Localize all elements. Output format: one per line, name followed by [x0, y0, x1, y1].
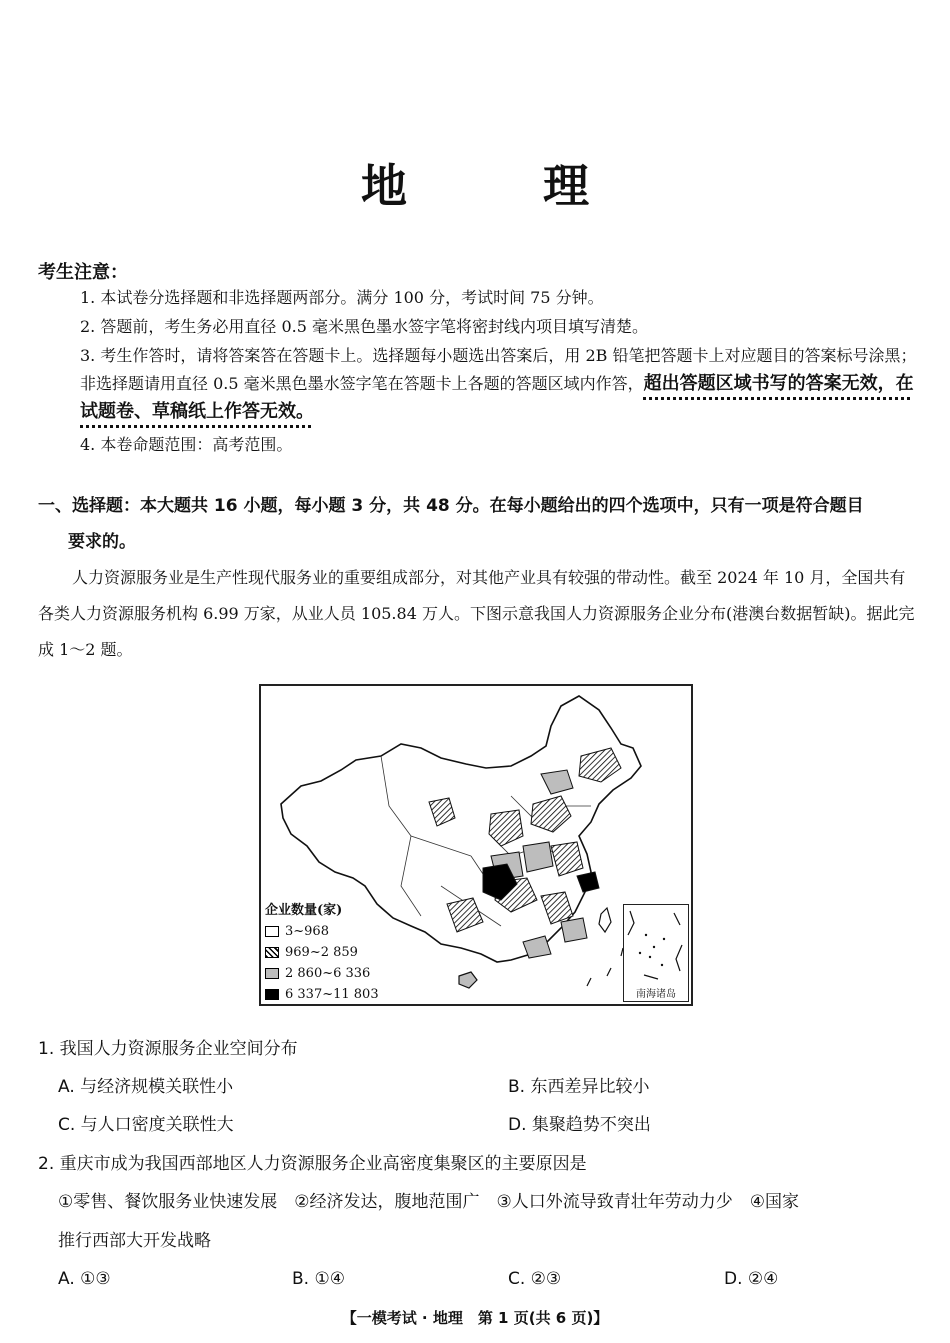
question-2-option-b: B. ①④ [292, 1269, 345, 1289]
legend-label-2: 969~2 859 [285, 945, 358, 960]
notice-item-1: 1. 本试卷分选择题和非选择题两部分。满分 100 分，考试时间 75 分钟。 [80, 288, 604, 307]
notice-item-4: 4. 本卷命题范围：高考范围。 [80, 435, 293, 454]
legend-label-4: 6 337~11 803 [285, 987, 379, 1002]
question-2-option-a: A. ①③ [58, 1269, 111, 1289]
page-footer: 【一模考试 · 地理 第 1 页(共 6 页)】 [341, 1309, 609, 1327]
question-1-option-c: C. 与人口密度关联性大 [58, 1115, 234, 1135]
legend-swatch-white [265, 926, 279, 937]
question-2-stem-line3: 推行西部大开发战略 [58, 1231, 211, 1251]
inset-islands [624, 905, 687, 985]
notice-item-3-emphasis: 超出答题区域书写的答案无效，在试题卷、草稿纸上作答无效。 [80, 373, 914, 422]
legend-swatch-hatched [265, 947, 279, 958]
question-1-option-b: B. 东西差异比较小 [508, 1077, 650, 1097]
question-2-option-d: D. ②④ [724, 1269, 779, 1289]
question-1-stem: 1. 我国人力资源服务企业空间分布 [38, 1039, 298, 1059]
section-heading-line2: 要求的。 [68, 532, 136, 552]
intro-paragraph: 人力资源服务业是生产性现代服务业的重要组成部分，对其他产业具有较强的带动性。截至 2024 年 10 月，全国共有各类人力资源服务机构 6.99 万家，从业人员 105.84 万人。下图示意我国人力资源服务企业分布(港澳台数据暂缺)。据此完成 1～2 题。 [38, 568, 915, 659]
question-2-stem: 2. 重庆市成为我国西部地区人力资源服务企业高密度集聚区的主要原因是 [38, 1154, 587, 1174]
notice-item-3-text: 3. 考生作答时，请将答案答在答题卡上。选择题每小题选出答案后，用 2B 铅笔把答题卡上对应题目的答案标号涂黑；非选择题请用直径 0.5 毫米黑色墨水签字笔在答题卡上各题的答题区域内作答， [80, 346, 917, 393]
notice-item-2: 2. 答题前，考生务必用直径 0.5 毫米黑色墨水签字笔将密封线内项目填写清楚。 [80, 317, 648, 336]
section-heading [38, 488, 918, 560]
question-1-option-d: D. 集聚趋势不突出 [508, 1115, 651, 1135]
page-title: 地 理 [360, 159, 649, 213]
legend-row-2 [265, 942, 379, 963]
legend-row-1 [265, 921, 379, 942]
legend-title: 企业数量(家) [265, 903, 343, 918]
legend-row-4 [265, 984, 379, 1005]
legend-swatch-gray [265, 968, 279, 979]
legend-swatch-black [265, 989, 279, 1000]
question-1-option-a: A. 与经济规模关联性小 [58, 1077, 234, 1097]
map-legend [265, 900, 379, 1005]
notice-heading: 考生注意： [38, 262, 128, 283]
legend-label-3: 2 860~6 336 [285, 966, 371, 981]
inset-label: 南海诸岛 [636, 989, 676, 1000]
legend-label-1: 3~968 [285, 924, 329, 939]
section-heading-line1: 一、选择题：本大题共 16 小题，每小题 3 分，共 48 分。在每小题给出的四个选项中，只有一项是符合题目 [38, 496, 864, 516]
question-2-option-c: C. ②③ [508, 1269, 562, 1289]
question-2-stem-line2: ①零售、餐饮服务业快速发展 ②经济发达，腹地范围广 ③人口外流导致青壮年劳动力少 ④国家 [58, 1192, 799, 1212]
legend-row-3 [265, 963, 379, 984]
notice-item-3 [80, 342, 920, 426]
china-map-figure [259, 684, 693, 1006]
south-china-sea-inset [623, 904, 689, 1002]
